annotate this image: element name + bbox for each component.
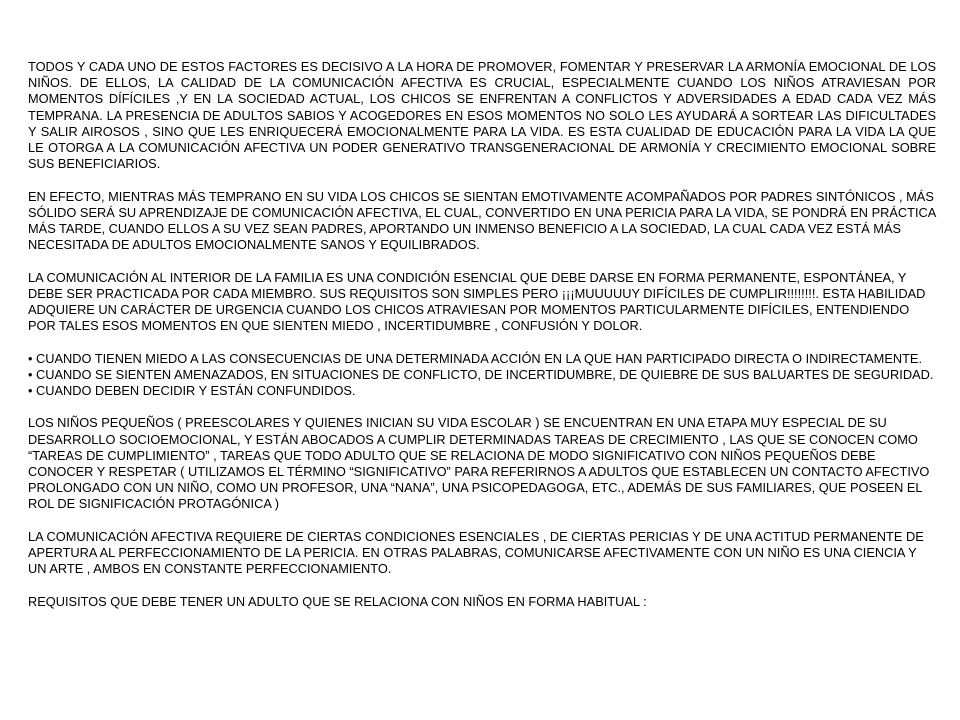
bullet-item-amenazados: • CUANDO SE SIENTEN AMENAZADOS, EN SITUACIONES DE CONFLICTO, DE INCERTIDUMBRE, DE QUIEBRE DE SUS BALUARTES DE SEGURIDAD. (28, 366, 934, 382)
paragraph-requisitos: REQUISITOS QUE DEBE TENER UN ADULTO QUE SE RELACIONA CON NIÑOS EN FORMA HABITUAL : (28, 593, 647, 609)
bullet-item-decidir: • CUANDO DEBEN DECIDIR Y ESTÁN CONFUNDIDOS. (28, 383, 356, 399)
document-page (28, 59, 936, 626)
paragraph-en-efecto: EN EFECTO, MIENTRAS MÁS TEMPRANO EN SU VIDA LOS CHICOS SE SIENTAN EMOTIVAMENTE ACOMPAÑADOS POR PADRES SINTÓNICOS , MÁS SÓLIDO SERÁ SU APRENDIZAJE DE COMUNICACIÓN AFECTIVA, EL CUAL, CONVERTIDO EN UNA PERICIA PARA LA VIDA, SE PONDRÁ EN PRÁCTICA MÁS TARDE, CUANDO ELLOS A SU VEZ SEAN PADRES, APORTANDO UN INMENSO BENEFICIO A LA SOCIEDAD, LA CUAL CADA VEZ ESTÁ MÁS NECESITADA DE ADULTOS EMOCIONALMENTE SANOS Y EQUILIBRADOS. (28, 188, 936, 253)
paragraph-armonia: TODOS Y CADA UNO DE ESTOS FACTORES ES DECISIVO A LA HORA DE PROMOVER, FOMENTAR Y PRESERVAR LA ARMONÍA EMOCIONAL DE LOS NIÑOS. DE ELLOS, LA CALIDAD DE LA COMUNICACIÓN AFECTIVA ES CRUCIAL, ESPECIALMENTE CUANDO LOS NIÑOS ATRAVIESAN POR MOMENTOS DÍFÍCILES ,Y EN LA SOCIEDAD ACTUAL, LOS CHICOS SE ENFRENTAN A CONFLICTOS Y ADVERSIDADES A EDAD CADA VEZ MÁS TEMPRANA. LA PRESENCIA DE ADULTOS SABIOS Y ACOGEDORES EN ESOS MOMENTOS NO SOLO LES AYUDARÁ A SORTEAR LAS DIFICULTADES Y SALIR AIROSOS , SINO QUE LES ENRIQUECERÁ EMOCIONALMENTE PARA LA VIDA. ES ESTA CUALIDAD DE EDUCACIÓN PARA LA VIDA LA QUE LE OTORGA A LA COMUNICACIÓN AFECTIVA UN PODER GENERATIVO TRANSGENERACIONAL DE ARMONÍA Y CRECIMIENTO EMOCIONAL SOBRE SUS BENEFICIARIOS. (28, 59, 936, 172)
paragraph-comunicacion-familia: LA COMUNICACIÓN AL INTERIOR DE LA FAMILIA ES UNA CONDICIÓN ESENCIAL QUE DEBE DARSE EN FORMA PERMANENTE, ESPONTÁNEA, Y DEBE SER PRACTICADA POR CADA MIEMBRO. SUS REQUISITOS SON SIMPLES PERO ¡¡¡MUUUUUY DIFÍCILES DE CUMPLIR!!!!!!!!. ESTA HABILIDAD ADQUIERE UN CARÁCTER DE URGENCIA CUANDO LOS CHICOS ATRAVIESAN POR MOMENTOS PARTICULARMENTE DIFÍCILES, ENTENDIENDO POR TALES ESOS MOMENTOS EN QUE SIENTEN MIEDO , INCERTIDUMBRE , CONFUSIÓN Y DOLOR. (28, 269, 926, 334)
bullet-item-miedo: • CUANDO TIENEN MIEDO A LAS CONSECUENCIAS DE UNA DETERMINADA ACCIÓN EN LA QUE HAN PARTICIPADO DIRECTA O INDIRECTAMENTE. (28, 350, 923, 366)
paragraph-ninos-pequenos: LOS NIÑOS PEQUEÑOS ( PREESCOLARES Y QUIENES INICIAN SU VIDA ESCOLAR ) SE ENCUENTRAN EN UNA ETAPA MUY ESPECIAL DE SU DESARROLLO SOCIOEMOCIONAL, Y ESTÁN ABOCADOS A CUMPLIR DETERMINADAS TAREAS DE CRECIMIENTO , LAS QUE SE CONOCEN COMO “TAREAS DE CUMPLIMIENTO” , TAREAS QUE TODO ADULTO QUE SE RELACIONA DE MODO SIGNIFICATIVO CON NIÑOS PEQUEÑOS DEBE CONOCER Y RESPETAR ( UTILIZAMOS EL TÉRMINO “SIGNIFICATIVO” PARA REFERIRNOS A ADULTOS QUE ESTABLECEN UN CONTACTO AFECTIVO PROLONGADO CON UN NIÑO, COMO UN PROFESOR, UNA “NANA”, UNA PSICOPEDAGOGA, ETC., ADEMÁS DE SUS FAMILIARES, QUE POSEEN EL ROL DE SIGNIFICACIÓN PROTAGÓNICA ) (28, 415, 930, 512)
paragraph-comunicacion-afectiva: LA COMUNICACIÓN AFECTIVA REQUIERE DE CIERTAS CONDICIONES ESENCIALES , DE CIERTAS PERICIAS Y DE UNA ACTITUD PERMANENTE DE APERTURA AL PERFECCIONAMIENTO DE LA PERICIA. EN OTRAS PALABRAS, COMUNICARSE AFECTIVAMENTE CON UN NIÑO ES UNA CIENCIA Y UN ARTE , AMBOS EN CONSTANTE PERFECCIONAMIENTO. (28, 528, 924, 577)
bullet-list (28, 351, 936, 400)
